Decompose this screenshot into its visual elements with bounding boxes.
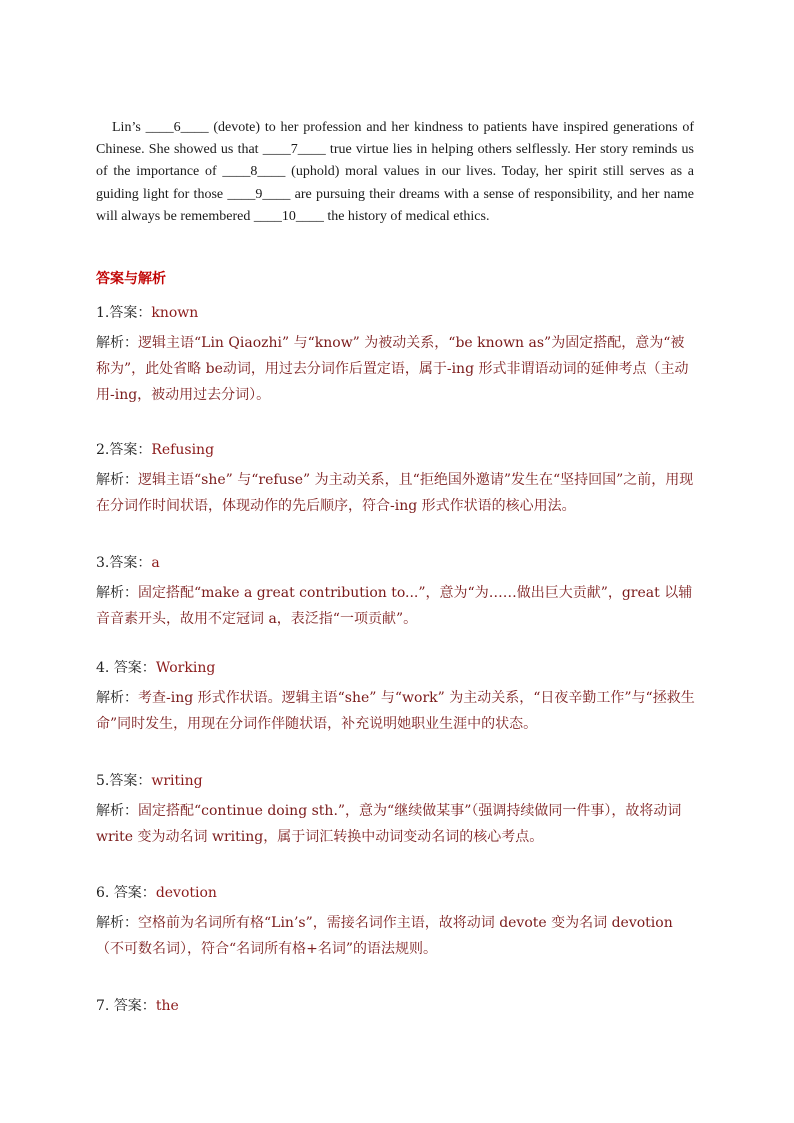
explanation-label: 解析： [96, 472, 138, 488]
answer-label: 答案： [109, 555, 152, 571]
explanation-label: 解析： [96, 915, 138, 931]
explanation-label: 解析： [96, 690, 138, 706]
section-title: 答案与解析 [96, 271, 166, 287]
answer-label: 答案： [113, 998, 156, 1014]
answer-label: 答案： [109, 442, 152, 458]
answer-line-1 [96, 302, 198, 322]
answer-value: known [151, 305, 199, 321]
answer-number: 5. [96, 773, 110, 789]
explanation-1 [96, 330, 696, 408]
answer-number: 7. [96, 998, 114, 1014]
answer-number: 1. [96, 305, 110, 321]
answer-line-6 [96, 882, 217, 902]
answer-value: writing [151, 773, 203, 789]
answer-number: 3. [96, 555, 110, 571]
answer-value: Refusing [151, 442, 215, 458]
explanation-4 [96, 685, 696, 737]
explanation-2 [96, 467, 696, 519]
explanation-text: 固定搭配“make a great contribution to...”，意为“为……做出巨大贡献”，great 以辅音音素开头，故用不定冠词 a，表泛指“一项贡献”。 [96, 585, 693, 627]
answer-label: 答案： [113, 885, 156, 901]
answer-line-3 [96, 552, 160, 572]
answer-label: 答案： [109, 305, 152, 321]
explanation-text: 逻辑主语“Lin Qiaozhi” 与“know” 为被动关系，“be known as”为固定搭配，意为“被称为”，此处省略 be动词，用过去分词作后置定语，属于-ing 形式非谓语动词的延伸考点（主动用-ing，被动用过去分词）。 [96, 335, 689, 403]
explanation-text: 空格前为名词所有格“Lin’s”，需接名词作主语，故将动词 devote 变为名词 devotion（不可数名词），符合“名词所有格+名词”的语法规则。 [96, 915, 673, 957]
explanation-label: 解析： [96, 585, 138, 601]
explanation-text: 逻辑主语“she” 与“refuse” 为主动关系，且“拒绝国外邀请”发生在“坚持回国”之前，用现在分词作时间状语，体现动作的先后顺序，符合-ing 形式作状语的核心用法。 [96, 472, 694, 514]
answer-label: 答案： [109, 773, 152, 789]
answer-line-5 [96, 770, 203, 790]
explanation-text: 固定搭配“continue doing sth.”，意为“继续做某事”（强调持续做同一件事），故将动词 write 变为动名词 writing，属于词汇转换中动词变动名词的核心考点。 [96, 803, 682, 845]
answer-number: 4. [96, 660, 114, 676]
answer-value: a [151, 555, 160, 571]
explanation-text: 考查-ing 形式作状语。逻辑主语“she” 与“work” 为主动关系，“日夜辛勤工作”与“拯救生命”同时发生，用现在分词作伴随状语，补充说明她职业生涯中的状态。 [96, 690, 695, 732]
answer-line-4 [96, 657, 215, 677]
answer-value: Working [155, 660, 216, 676]
explanation-label: 解析： [96, 803, 138, 819]
explanation-3 [96, 580, 696, 632]
answer-number: 6. [96, 885, 114, 901]
answer-label: 答案： [113, 660, 156, 676]
explanation-6 [96, 910, 696, 962]
answer-value: the [155, 998, 179, 1014]
answer-value: devotion [155, 885, 217, 901]
answer-line-2 [96, 439, 214, 459]
explanation-label: 解析： [96, 335, 138, 351]
explanation-5 [96, 798, 696, 850]
answer-line-7 [96, 995, 179, 1015]
passage-paragraph: Lin’s ____6____ (devote) to her profession and her kindness to patients have inspired generations of Chinese. She showed us that ____7____ true virtue lies in helping others selflessly. Her story reminds us of the importance of ____8____ (uphold) moral values in our lives. Today, her spirit still serves as a guiding light for those ____9____ are pursuing their dreams with a sense of responsibility, and her name will always be remembered ____10____ the history of medical ethics. [96, 120, 694, 224]
answer-number: 2. [96, 442, 110, 458]
